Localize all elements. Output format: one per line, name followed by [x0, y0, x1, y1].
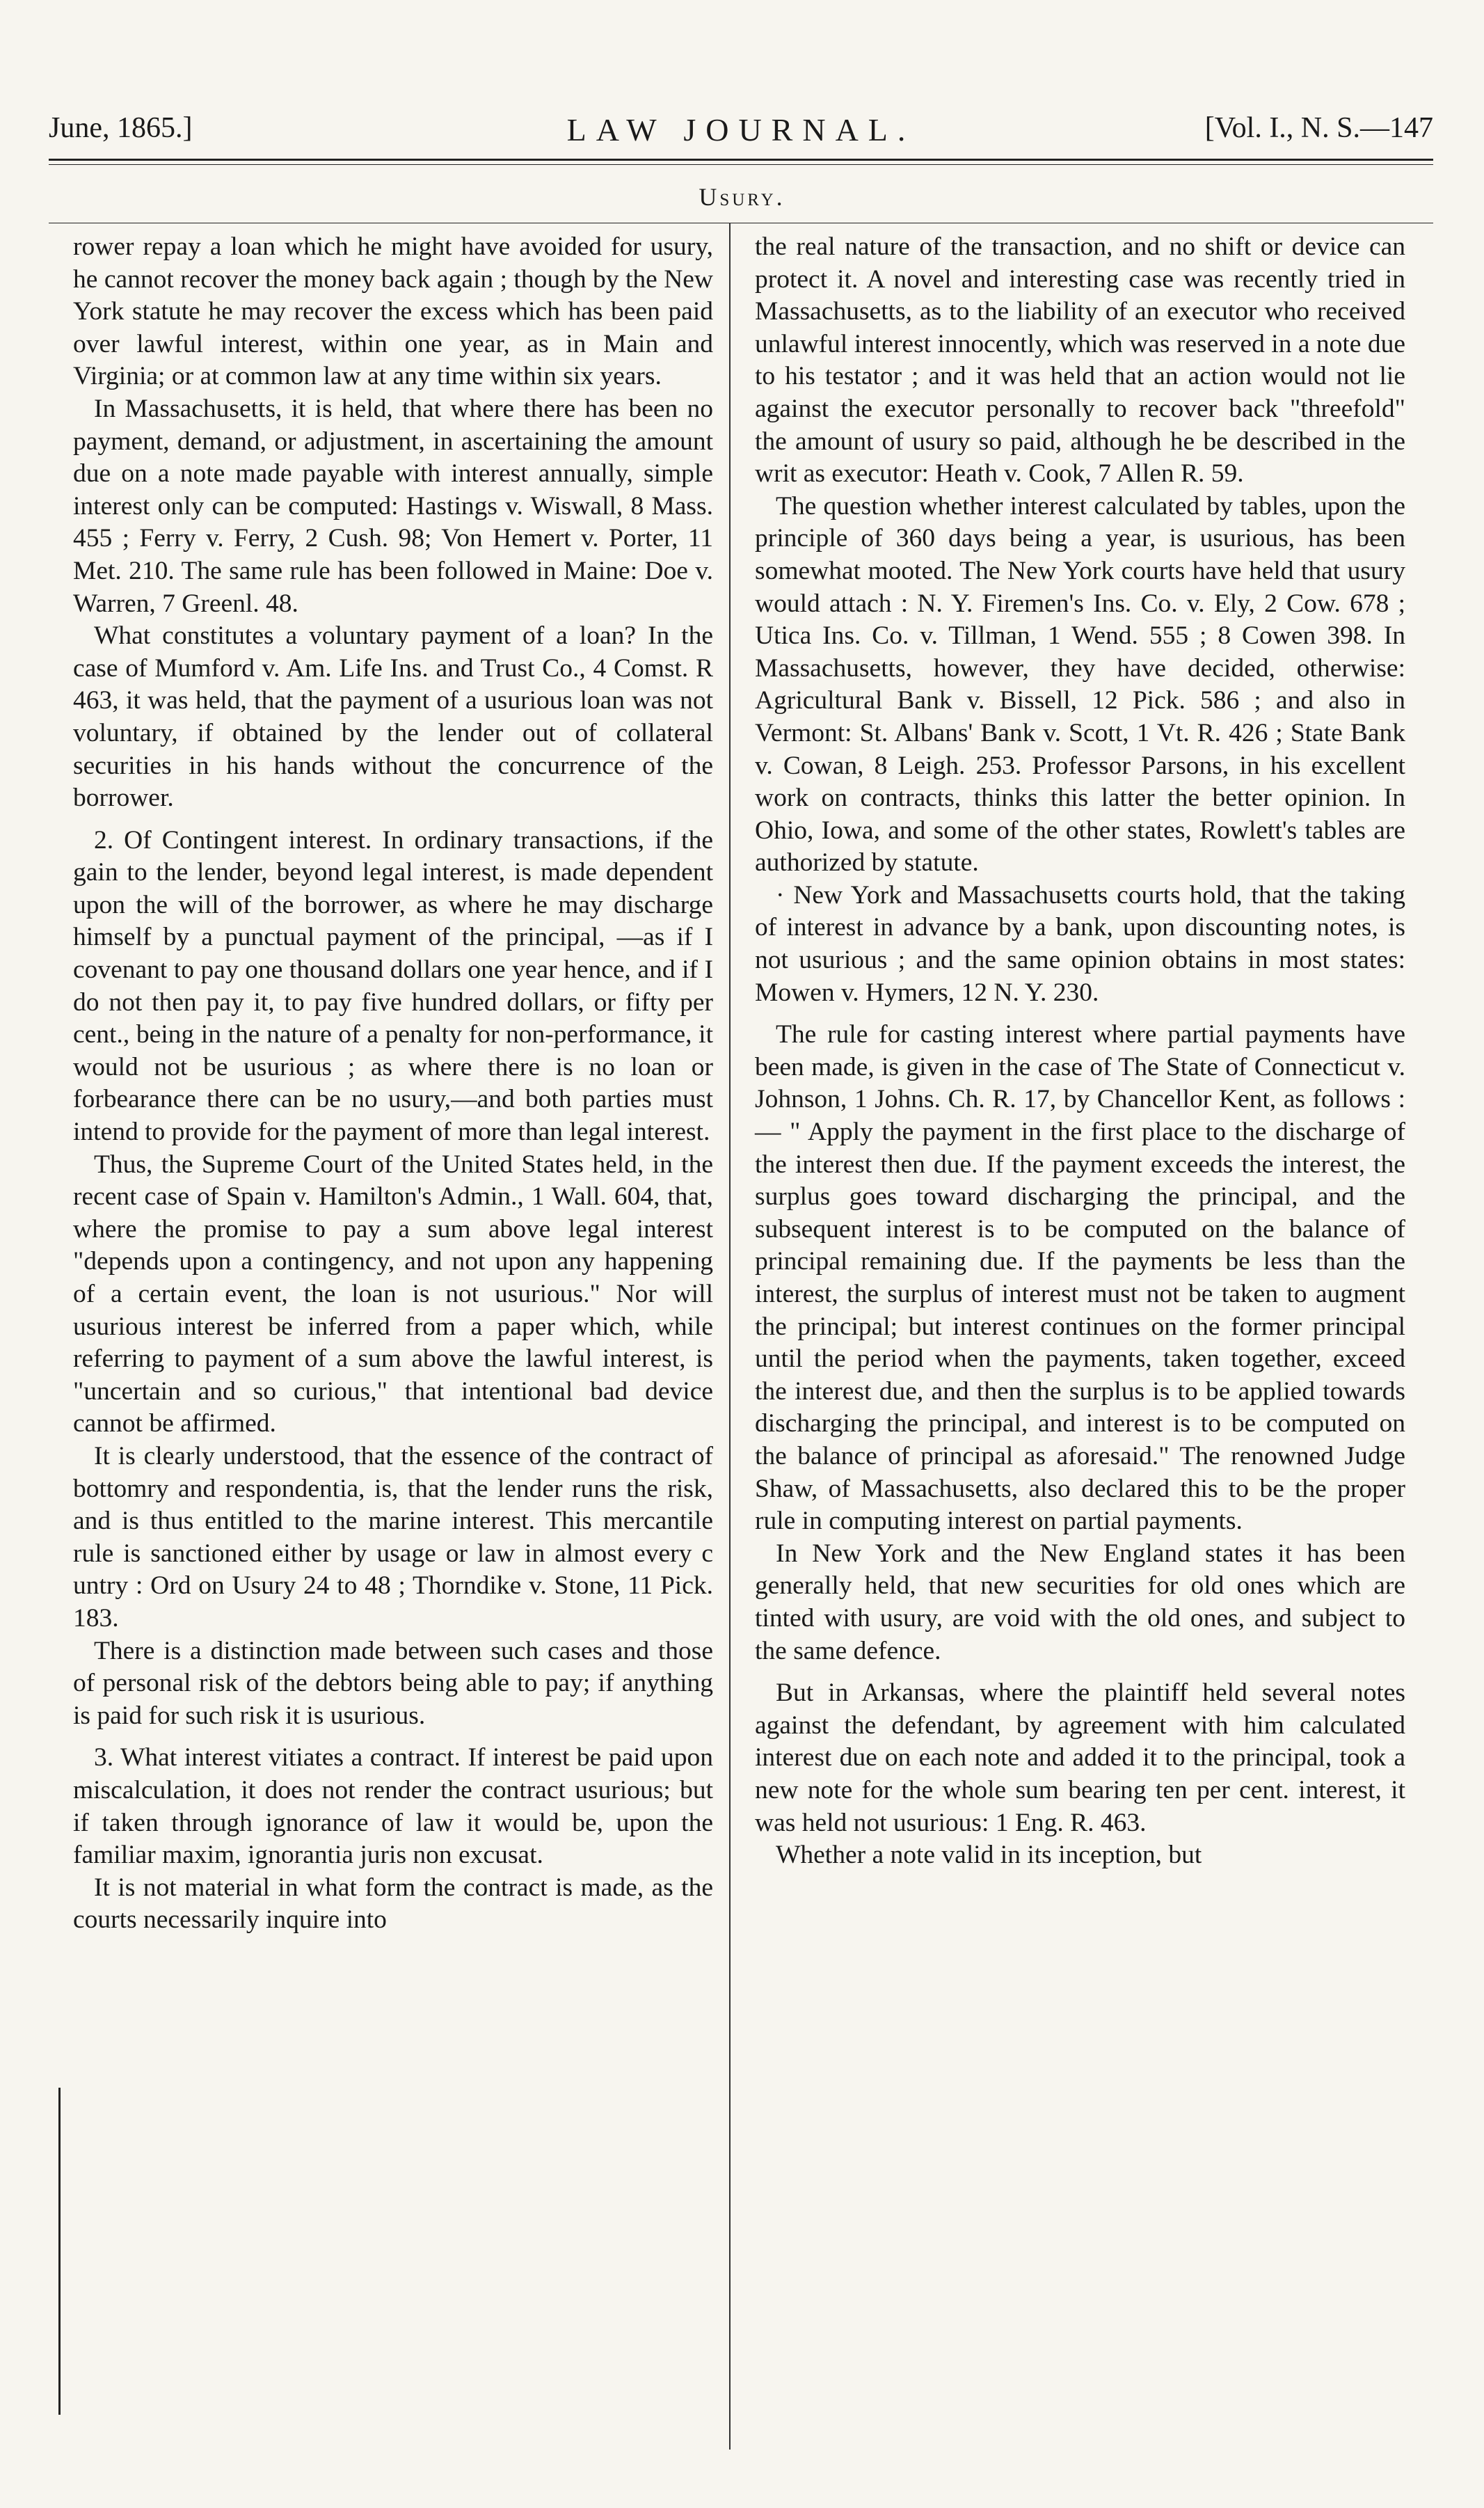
header-rule-thin [49, 164, 1433, 165]
paragraph: In New York and the New England states it has been generally held, that new securities for old ones which are tinted with usury, are void with the old ones, and subject to the same defence. [755, 1539, 1405, 1665]
paragraph: It is clearly understood, that the essence of the contract of bottomry and respondentia, is, that the lender runs the risk, and is thus entitled to the marine interest. This mercantile rule is sanctioned either by usage or law in almost every c untry : Ord on Usury 24 to 48 ; Thorndike v. Stone, 11 Pick. 183. [73, 1441, 713, 1633]
header-date: June, 1865.] [49, 112, 193, 144]
header-volume: [Vol. I., N. S.—147 [1204, 112, 1433, 144]
section-title: Usury. [699, 183, 785, 211]
paragraph: It is not material in what form the contract is made, as the courts necessarily inquire into [73, 1873, 713, 1935]
margin-bar [58, 2088, 61, 2415]
running-head [49, 111, 1433, 153]
paragraph: What constitutes a voluntary payment of a loan? In the case of Mumford v. Am. Life Ins. and Trust Co., 4 Comst. R 463, it was held, that the payment of a usurious loan was not voluntary, if obtained by the lender out of collateral securities in his hands without the concurrence of the borrower. [73, 621, 713, 813]
paragraph: · New York and Massachusetts courts hold, that the taking of interest in advance by a bank, upon discounting notes, is not usurious ; and the same opinion obtains in most states: Mowen v. Hymers, 12 N. Y. 230. [755, 880, 1405, 1007]
header-rule-thick [49, 159, 1433, 161]
column-divider [729, 223, 731, 2450]
paragraph: The question whether interest calculated by tables, upon the principle of 360 days being a year, is usurious, has been somewhat mooted. The New York courts have held that usury would attach : N. Y. Firemen's Ins. Co. v. Ely, 2 Cow. 678 ; Utica Ins. Co. v. Tillman, 1 Wend. 555 ; 8 Cowen 398. In Massachusetts, however, they have decided, otherwise: Agricultural Bank v. Bissell, 12 Pick. 586 ; and also in Vermont: St. Albans' Bank v. Scott, 1 Vt. R. 426 ; State Bank v. Cowan, 8 Leigh. 253. Professor Parsons, in his excellent work on contracts, thinks this latter the better opinion. In Ohio, Iowa, and some of the other states, Rowlett's tables are authorized by statute. [755, 491, 1405, 878]
paragraph: 2. Of Contingent interest. In ordinary transactions, if the gain to the lender, beyond legal interest, is made dependent upon the will of the borrower, as where he may discharge himself by a punctual payment of the principal, —as if I covenant to pay one thousand dollars one year hence, and if I do not then pay it, to pay five hundred dollars, or fifty per cent., being in the nature of a penalty for non-performance, it would not be usurious ; as where there is no loan or forbearance there can be no usury,—and both parties must intend to provide for the payment of more than legal interest. [73, 825, 713, 1147]
paragraph: 3. What interest vitiates a contract. If interest be paid upon miscalculation, it does not render the contract usurious; but if taken through ignorance of law it would be, upon the familiar maxim, ignorantia juris non excusat. [73, 1743, 713, 1870]
paragraph: the real nature of the transaction, and no shift or device can protect it. A novel and interesting case was recently tried in Massachusetts, as to the liability of an executor who received unlawful interest innocently, which was reserved in a note due to his testator ; and it was held that an action would not lie against the executor personally to recover back "threefold" the amount of usury so paid, although he be described in the writ as executor: Heath v. Cook, 7 Allen R. 59. [755, 232, 1405, 489]
header-journal-title: LAW JOURNAL. [566, 112, 916, 148]
paragraph: rower repay a loan which he might have avoided for usury, he cannot recover the money back again ; though by the New York statute he may recover the excess which has been paid over lawful interest, within one year, as in Main and Virginia; or at common law at any time within six years. [73, 232, 713, 391]
left-column [73, 231, 713, 1937]
paragraph: But in Arkansas, where the plaintiff held several notes against the defendant, by agreement with him calculated interest due on each note and added it to the principal, took a new note for the whole sum bearing ten per cent. interest, it was held not usurious: 1 Eng. R. 463. [755, 1678, 1405, 1837]
paragraph: Whether a note valid in its inception, but [776, 1841, 1202, 1870]
paragraph: In Massachusetts, it is held, that where there has been no payment, demand, or adjustment, in ascertaining the amount due on a note made payable with interest annually, simple interest only can be computed: Hastings v. Wiswall, 8 Mass. 455 ; Ferry v. Ferry, 2 Cush. 98; Von Hemert v. Porter, 11 Met. 210. The same rule has been followed in Maine: Doe v. Warren, 7 Greenl. 48. [73, 394, 713, 618]
paragraph: Thus, the Supreme Court of the United States held, in the recent case of Spain v. Hamilton's Admin., 1 Wall. 604, that, where the promise to pay a sum above legal interest "depends upon a contingency, and not upon any happening of a certain event, the loan is not usurious." Nor will usurious interest be inferred from a paper which, while referring to payment of a sum above the lawful interest, is "uncertain and so curious," that intentional bad device cannot be affirmed. [73, 1150, 713, 1438]
paragraph: The rule for casting interest where partial payments have been made, is given in the case of The State of Connecticut v. Johnson, 1 Johns. Ch. R. 17, by Chancellor Kent, as follows :— " Apply the payment in the first place to the discharge of the interest then due. If the payment exceeds the interest, the surplus goes toward discharging the principal, and the subsequent interest is to be computed on the balance of principal remaining due. If the payments be less than the interest, the surplus of interest must not be taken to augment the principal; but interest continues on the former principal until the period when the payments, taken together, exceed the interest due, and then the surplus is to be applied towards discharging the principal, and interest is to be computed on the balance of principal as aforesaid." The renowned Judge Shaw, of Massachusetts, also declared this to be the proper rule in computing interest on partial payments. [755, 1020, 1405, 1536]
right-column [755, 231, 1405, 1872]
paragraph: There is a distinction made between such cases and those of personal risk of the debtors being able to pay; if anything is paid for such risk it is usurious. [73, 1636, 713, 1730]
